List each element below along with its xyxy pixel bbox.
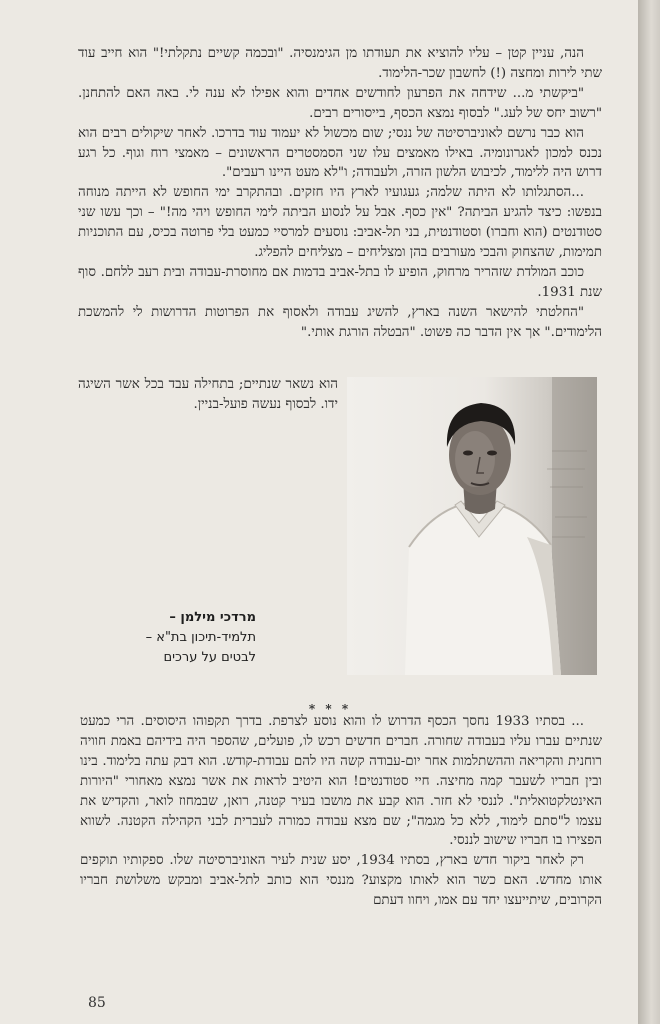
paragraph: הנה, עניין קטן – עליו להוציא את תעודתו מן הגימנסיה. "ובכמה קשיים נתקלתי!" הוא חייב עוד שתי לירות ומחצה (!) לחשבון שכר-הלימוד. xyxy=(78,46,602,81)
book-spine-edge xyxy=(638,0,660,1024)
portrait-photo xyxy=(347,377,597,675)
paragraph: הוא כבר נרשם לאוניברסיטה של ננסי; שום מכשול לא יעמוד עוד בדרכו. לאחר שיקולים רבים הוא נכנס למכון לאגרונומיה. באילו מאמצים עלו שני הסמסטרים הראשונים – מאמצי רוח וגוף. כל רגע דרוש היה ללימוד, לכיבוש הלשון הזרה, ולעבודה; ו"לא מעט היינו רעבים". xyxy=(78,125,602,181)
text-block-top xyxy=(78,44,602,343)
paragraph: רק לאחר ביקור חדש בארץ, בסתיו 1934, יסע שנית לעיר האוניברסיטה שלו. ספקותיו תוקפים אותו מחדש. האם כשר הוא לאותו מקצוע? מננסי הוא כותב לתל-אביב ומבקש משלושת חבריו הקרובים, שיתייעצו יחד עם אמו, ויחוו דעתם xyxy=(80,853,602,909)
text-block-bottom xyxy=(80,712,602,911)
caption-line: תלמיד-תיכון בת"א – xyxy=(145,630,256,645)
caption-name: מרדכי מילמן – xyxy=(169,610,256,625)
side-text: הוא נשאר שנתיים; בתחילה עבד בכל אשר השיגה ידו. לבסוף נעשה פועל-בניין. xyxy=(78,377,338,412)
portrait-illustration xyxy=(347,377,597,675)
caption-line: לבטים על ערכים xyxy=(163,650,256,665)
paragraph: "החלטתי להישאר השנה בארץ, להשיג עבודה ולאסוף את הפרוטות הדרושות לי להמשכת הלימודים." אך אין הדבר כה פשוט. "הבטלה הורגת אותי." xyxy=(78,304,602,340)
page-number: 85 xyxy=(88,995,106,1011)
paragraph: ...הסתגלותו לא היתה שלמה; געגועיו לארץ היו חזקים. ובהתקרב ימי החופש לא הייתה מנוחה בנפשו: כיצד להגיע הביתה? "אין כסף. אבל על לנסוע הביתה לימי החופש ויהי מה!" – וכך עשו שני סטודנטים (הוא וחברו) וסטודנטית, בני תל-אביב: נוסעים למרסיי כמעט בלי פרוטה בכיס, עם התוכניות תמימות, שהצחוק והבכי מעורבים בהן ומצליחים – מצליחים להפליג. xyxy=(78,185,602,261)
section-separator: * * * xyxy=(308,702,352,716)
paragraph: ... בסתיו 1933 נחסך הכסף הדרוש לו והוא נוסע לצרפת. בדרך תקפוהו היסוסים. הרי כמעט שנתיים עברו עליו בעבודה שחורה. חברים חדשים רכש לו, פועלים, שהספר היה בידיהם באמת חוויה רוחנית והקריאה וההשתלמות אחר יום-עבודה קשה היו להם עבודת-קודש. הוא דבק עתה בלימוד. בינו ובין חבריו לשעבר קמה מחיצה. חיי סטודנטים! הוא היטיב לראות את אשר נמצא מאחורי "היורות האינטלקטואלית". לננסי לא חזר. הוא קבע את מושבו בעיר קטנה, רואן, שבמחוז לואר, והקדיש את עצמו ל"סתם לימוד, ללא כל מגמה"; שם מצא עבודה כמורה לעברית לבני הקהילה הקטנה. לשווא הפצירו בו חבריו שישוב לננסי. xyxy=(80,714,602,849)
photo-caption xyxy=(88,608,256,668)
paragraph: כוכב המולדת שזהריר מרחוק, הופיע לו בתל-אביב בדמות אם מחוסרת-עבודה ובית רעב ללחם. סוף שנת 1931. xyxy=(78,264,602,300)
paragraph: "ביקשתי מ... שידחה את הפרעון לחודשים אחדים והוא אפילו לא ענה לי. באה האם להתחנן. "רשוב יחס של לעג." לבסוף נמצא הכסף, בייסורים רבים. xyxy=(78,85,602,121)
